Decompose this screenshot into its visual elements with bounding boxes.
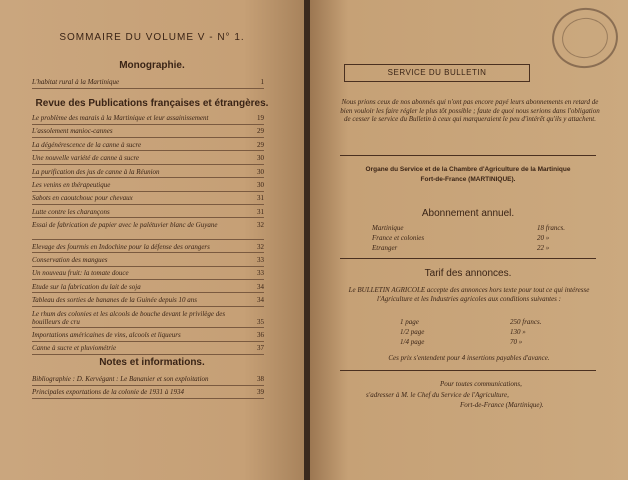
- toc-entry-title: Une nouvelle variété de canne à sucre: [32, 154, 140, 163]
- toc-separator: [32, 191, 264, 192]
- toc-entry: [32, 243, 264, 251]
- toc-entry-title: La purification des jus de canne à la Réunion: [32, 167, 160, 176]
- toc-entry: [32, 194, 264, 202]
- toc-separator: [32, 124, 264, 125]
- toc-entry-page: 36: [257, 331, 264, 339]
- toc-entry-title: L'assolement manioc-cannes: [32, 127, 113, 136]
- abonnement-heading: Abonnement annuel.: [421, 208, 515, 219]
- toc-entry: [32, 283, 264, 291]
- toc-entry-title: La dégénérescence de la canne à sucre: [32, 140, 142, 149]
- price-value: 130 »: [510, 328, 526, 336]
- toc-separator: [32, 164, 264, 165]
- toc-entry: [32, 221, 264, 229]
- section-heading-notes: Notes et informations.: [99, 357, 205, 368]
- toc-separator: [32, 252, 264, 253]
- organ-line-2: Fort-de-France (MARTINIQUE).: [420, 176, 516, 183]
- contact-line-2: s'adresser à M. le Chef du Service de l'Agriculture,: [366, 391, 509, 399]
- toc-entry-page: 30: [257, 154, 264, 163]
- price-label: 1/2 page: [400, 328, 425, 336]
- toc-entry-page: 39: [257, 388, 264, 396]
- price-value: 20 »: [537, 234, 550, 242]
- toc-entry-page: 33: [257, 269, 264, 278]
- toc-entry-title: Lutte contre les charançons: [32, 207, 110, 216]
- toc-entry: [32, 269, 264, 277]
- toc-entry-title: Principales exportations de la colonie de 1931 à 1934: [32, 388, 185, 396]
- toc-entry-title: Le rhum des colonies et les alcools de bouche devant le privilège des bouilleurs de cru: [32, 309, 226, 326]
- price-label: 1 page: [400, 318, 419, 326]
- toc-entry: [32, 154, 264, 162]
- toc-entry-page: 34: [257, 296, 264, 305]
- organ-line-1: Organe du Service et de la Chambre d'Agriculture de la Martinique: [365, 166, 571, 173]
- toc-entry-title: Sabots en caoutchouc pour chevaux: [32, 194, 133, 203]
- toc-entry-page: 29: [257, 127, 264, 136]
- toc-entry-page: 29: [257, 140, 264, 149]
- toc-entry-page: 31: [257, 194, 264, 203]
- toc-entry: [32, 114, 264, 122]
- toc-entry-title: L'habitat rural à la Martinique: [32, 78, 120, 86]
- toc-entry: [32, 344, 264, 352]
- toc-entry-title: Les venins en thérapeutique: [32, 181, 111, 189]
- toc-entry-page: 31: [257, 207, 264, 216]
- price-value: 70 »: [510, 338, 523, 346]
- price-value: 250 francs.: [510, 318, 542, 326]
- divider: [340, 258, 596, 259]
- toc-separator: [32, 266, 264, 267]
- toc-entry-page: 32: [257, 242, 264, 251]
- toc-separator: [32, 292, 264, 293]
- toc-entry-title: Essai de fabrication de papier avec le palétuvier blanc de Guyane: [32, 221, 218, 230]
- toc-entry-title: Importations américaines de vins, alcools et liqueurs: [32, 331, 181, 339]
- toc-entry-title: Conservation des mangues: [32, 256, 108, 264]
- toc-entry-page: 38: [257, 375, 264, 383]
- section-heading-monographie: Monographie.: [119, 60, 185, 71]
- tarif-note: Ces prix s'entendent pour 4 insertions payables d'avance.: [388, 354, 550, 362]
- summary-title: SOMMAIRE DU VOLUME V - N° 1.: [59, 32, 245, 43]
- contact-line-3: Fort-de-France (Martinique).: [460, 401, 544, 409]
- toc-separator: [32, 177, 264, 178]
- section-heading-revue: Revue des Publications françaises et étrangères.: [35, 98, 269, 109]
- toc-separator: [32, 341, 264, 342]
- toc-separator: [32, 204, 264, 205]
- tarif-text: Le BULLETIN AGRICOLE accepte des annonces hors texte pour tout ce qui intéresse l'Agriculture et les Industries agricoles aux conditions suivantes :: [348, 286, 590, 303]
- tarif-heading: Tarif des annonces.: [424, 268, 512, 279]
- toc-entry: [32, 256, 264, 264]
- toc-separator: [32, 306, 264, 307]
- toc-separator: [32, 88, 264, 89]
- toc-separator: [32, 239, 264, 240]
- toc-entry-page: 1: [260, 78, 264, 86]
- toc-entry: [32, 208, 264, 216]
- toc-entry-title: Tableau des sorties de bananes de la Guinée depuis 10 ans: [32, 296, 198, 305]
- toc-entry-title: Le problème des marais à la Martinique et leur assainissement: [32, 114, 209, 122]
- toc-separator: [32, 217, 264, 218]
- toc-entry-title: Un nouveau fruit: la tomate douce: [32, 269, 129, 278]
- toc-separator: [32, 398, 264, 399]
- toc-entry: [32, 296, 264, 304]
- price-label: Etranger: [372, 244, 398, 252]
- price-label: France et colonies: [372, 234, 425, 242]
- price-label: 1/4 page: [400, 338, 425, 346]
- toc-entry: [32, 127, 264, 135]
- toc-entry-page: 30: [257, 181, 264, 189]
- toc-separator: [32, 279, 264, 280]
- toc-separator: [32, 385, 264, 386]
- price-value: 18 francs.: [537, 224, 565, 232]
- service-text: Nous prions ceux de nos abonnés qui n'ont pas encore payé leurs abonnements en retard de bien vouloir les faire régler le plus tôt possible ; faute de quoi nous serions dans l'obligation de cesser le service du Bulletin à ceux qui marqueraient le peu d'intérêt qu'ils y attachent.: [340, 98, 600, 123]
- toc-entry: [32, 310, 264, 326]
- price-value: 22 »: [537, 244, 550, 252]
- toc-entry: [32, 388, 264, 396]
- toc-entry-page: 32: [257, 221, 264, 230]
- toc-entry: [32, 78, 264, 86]
- toc-entry: [32, 168, 264, 176]
- toc-separator: [32, 354, 264, 355]
- toc-entry: [32, 141, 264, 149]
- divider: [340, 155, 596, 156]
- left-page: [0, 0, 304, 480]
- toc-entry: [32, 181, 264, 189]
- toc-entry-page: 34: [257, 282, 264, 291]
- toc-entry-page: 35: [257, 317, 264, 326]
- contact-line-1: Pour toutes communications,: [440, 380, 522, 388]
- toc-entry-title: Elevage des fourmis en Indochine pour la défense des orangers: [32, 242, 210, 251]
- toc-separator: [32, 137, 264, 138]
- toc-separator: [32, 150, 264, 151]
- toc-entry-page: 33: [257, 256, 264, 264]
- toc-entry-page: 37: [257, 344, 264, 353]
- service-title: SERVICE DU BULLETIN: [344, 64, 530, 82]
- toc-entry: [32, 375, 264, 383]
- toc-separator: [32, 327, 264, 328]
- toc-entry-page: 19: [257, 114, 264, 122]
- toc-entry-title: Etude sur la fabrication du lait de soja: [32, 282, 141, 291]
- divider: [340, 370, 596, 371]
- toc-entry-title: Canne à sucre et pluviométrie: [32, 344, 117, 353]
- toc-entry: [32, 331, 264, 339]
- toc-entry-title: Bibliographie : D. Kervégant : Le Bananier et son exploitation: [32, 375, 209, 383]
- price-label: Martinique: [372, 224, 404, 232]
- toc-entry-page: 30: [257, 167, 264, 176]
